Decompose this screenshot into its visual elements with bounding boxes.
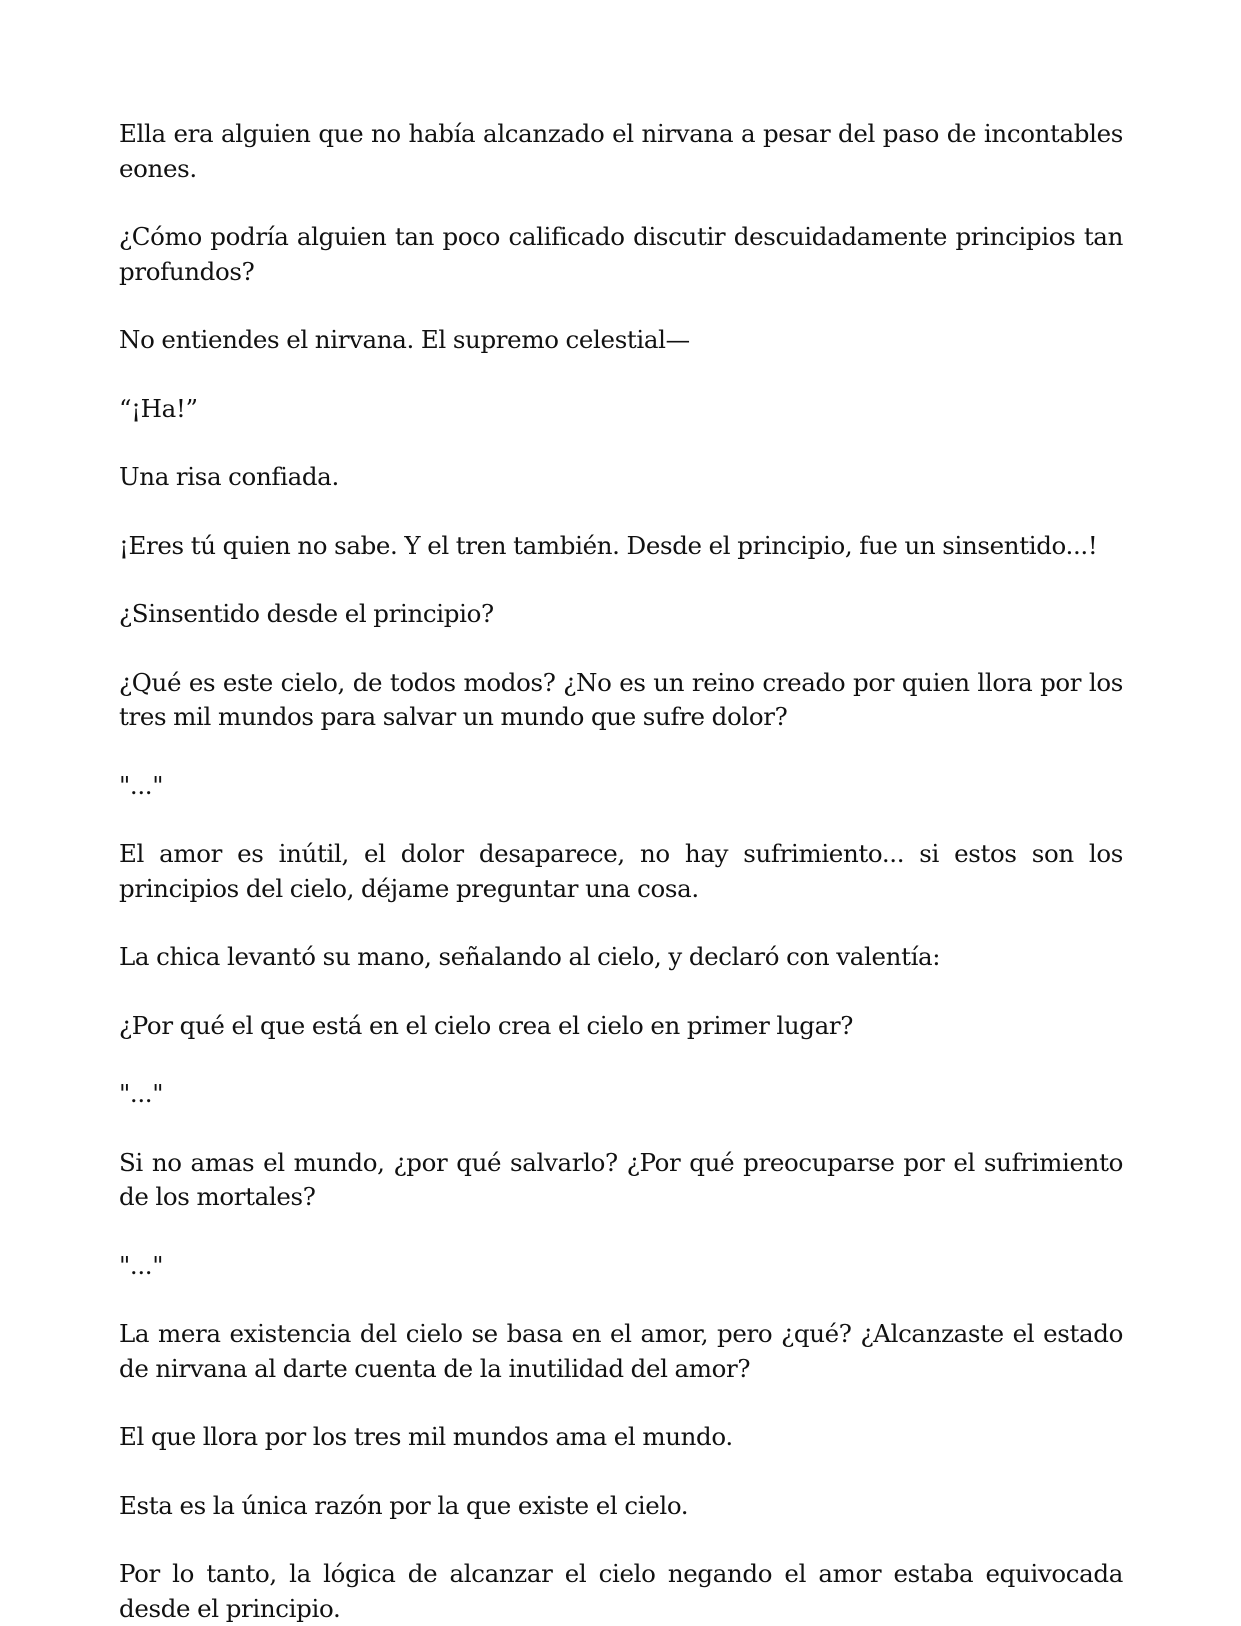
paragraph-17: El que llora por los tres mil mundos ama el mundo. <box>119 1422 733 1451</box>
paragraph-16: La mera existencia del cielo se basa en el amor, pero ¿qué? ¿Alcanzaste el estado de nirvana al darte cuenta de la inutilidad del amor? <box>119 1319 1123 1383</box>
paragraph-19: Por lo tanto, la lógica de alcanzar el cielo negando el amor estaba equivocada desde el principio. <box>119 1559 1123 1623</box>
paragraph-15: "..." <box>119 1250 164 1280</box>
paragraph-9: "..." <box>119 770 164 800</box>
paragraph-6: ¡Eres tú quien no sabe. Y el tren también. Desde el principio, fue un sinsentido...! <box>119 530 1098 560</box>
paragraph-12: ¿Por qué el que está en el cielo crea el cielo en primer lugar? <box>119 1010 854 1040</box>
paragraph-14: Si no amas el mundo, ¿por qué salvarlo? ¿Por qué preocuparse por el sufrimiento de los mortales? <box>119 1147 1123 1211</box>
paragraph-10: El amor es inútil, el dolor desaparece, no hay sufrimiento... si estos son los principios del cielo, déjame preguntar una cosa. <box>119 839 1123 903</box>
paragraph-2: ¿Cómo podría alguien tan poco calificado discutir descuidadamente principios tan profundos? <box>119 222 1123 286</box>
paragraph-3: No entiendes el nirvana. El supremo celestial— <box>119 325 690 354</box>
paragraph-7: ¿Sinsentido desde el principio? <box>119 599 494 628</box>
paragraph-18: Esta es la única razón por la que existe el cielo. <box>119 1490 689 1520</box>
paragraph-1: Ella era alguien que no había alcanzado el nirvana a pesar del paso de incontables eones. <box>119 119 1123 183</box>
paragraph-11: La chica levantó su mano, señalando al cielo, y declaró con valentía: <box>119 942 941 971</box>
paragraph-13: "..." <box>119 1079 164 1108</box>
paragraph-8: ¿Qué es este cielo, de todos modos? ¿No es un reino creado por quien llora por los tres mil mundos para salvar un mundo que sufre dolor? <box>119 667 1123 731</box>
paragraph-4: “¡Ha!” <box>119 393 198 423</box>
paragraph-5: Una risa confiada. <box>119 462 339 491</box>
document-page <box>119 117 1123 1626</box>
